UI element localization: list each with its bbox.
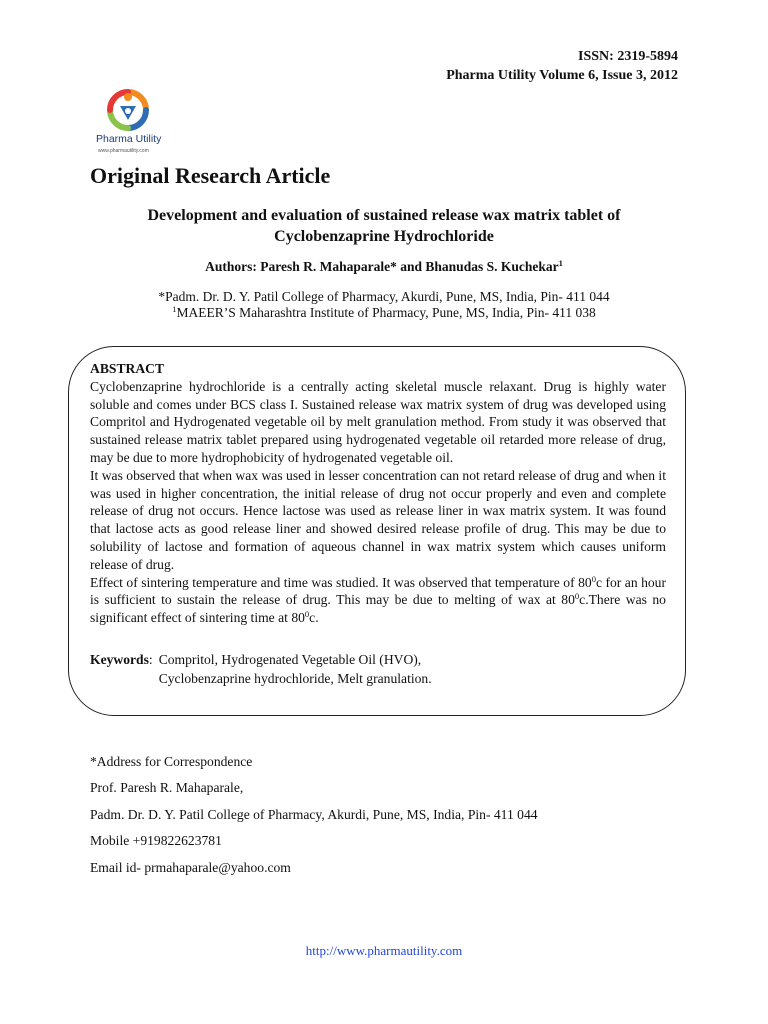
correspondence-email[interactable]: Email id- prmahaparale@yahoo.com <box>90 860 291 875</box>
abstract-box <box>68 346 686 716</box>
degree-superscript: 0 <box>574 591 580 602</box>
authors-text: Authors: Paresh R. Mahaparale* and Bhanudas S. Kuchekar <box>205 259 559 274</box>
keywords <box>90 650 650 688</box>
keywords-label <box>90 650 149 688</box>
keywords-label-text: Keywords <box>90 652 149 667</box>
keywords-line-2: Cyclobenzaprine hydrochloride, Melt granulation. <box>158 671 432 686</box>
correspondence-heading: *Address for Correspondence <box>90 754 253 769</box>
abstract-paragraph-3 <box>90 574 666 627</box>
correspondence-name: Prof. Paresh R. Mahaparale, <box>90 780 244 795</box>
logo-name: Pharma Utility <box>96 133 162 145</box>
authors <box>90 259 678 275</box>
abstract-p3-part-3: c.There was no significant effect of sintering time at 80 <box>90 592 666 626</box>
abstract-p3-part-1: Effect of sintering temperature and time was studied. It was observed that temperature of 80 <box>90 574 592 590</box>
pharma-utility-logo-icon <box>106 88 150 132</box>
journal-info: Pharma Utility Volume 6, Issue 3, 2012 <box>446 68 678 83</box>
degree-superscript: 0 <box>591 573 596 584</box>
article-type: Original Research Article <box>90 163 331 188</box>
keywords-colon: : <box>148 652 153 667</box>
abstract-p3-part-4: c. <box>309 610 319 626</box>
title-line-2: Cyclobenzaprine Hydrochloride <box>274 228 494 245</box>
title-line-1: Development and evaluation of sustained release wax matrix tablet of <box>147 207 621 224</box>
abstract-body <box>90 360 666 627</box>
issn: ISSN: 2319-5894 <box>578 49 678 64</box>
affiliation-2-text: MAEER’S Maharashtra Institute of Pharmacy, Pune, MS, India, Pin- 411 038 <box>176 305 596 320</box>
degree-superscript: 0 <box>304 609 310 620</box>
affiliation-2-superscript: 1 <box>172 304 177 314</box>
correspondence-mobile: Mobile +919822623781 <box>90 833 222 848</box>
affiliation-1: *Padm. Dr. D. Y. Patil College of Pharmacy, Akurdi, Pune, MS, India, Pin- 411 044 <box>158 289 610 304</box>
journal-logo <box>92 88 172 160</box>
keywords-values <box>153 650 432 688</box>
footer-website-link[interactable]: http://www.pharmautility.com <box>305 943 463 958</box>
abstract-heading: ABSTRACT <box>90 361 165 376</box>
authors-superscript: 1 <box>558 258 563 268</box>
abstract-paragraph-2: It was observed that when wax was used in lesser concentration can not retard release of drug and when it was used in higher concentration, the initial release of drug not occur properly and even and complete release of drug not occurs. Hence lactose was used as release liner in wax matrix system. It was found that lactose acts as good release liner and showed desired release profile of drug. This may be due to solubility of lactose and formation of aqueous channel in wax matrix system which causes uniform release of drug. <box>90 467 666 572</box>
affiliation-2 <box>90 305 678 321</box>
correspondence-address: Padm. Dr. D. Y. Patil College of Pharmacy, Akurdi, Pune, MS, India, Pin- 411 044 <box>90 807 538 822</box>
logo-website: www.pharmautility.com <box>98 148 149 154</box>
article-title <box>90 205 678 247</box>
keywords-line-1: Compritol, Hydrogenated Vegetable Oil (HVO), <box>158 652 422 667</box>
abstract-p3-part-2: c for an hour is sufficient to sustain the release of drug. This may be due to melting of wax at 80 <box>90 574 667 608</box>
abstract-paragraph-1: Cyclobenzaprine hydrochloride is a centrally acting skeletal muscle relaxant. Drug is highly water soluble and comes under BCS class I. Sustained release wax matrix system of drug was developed using Compritol and Hydrogenated vegetable oil by melt granulation method. From study it was observed that sustained release matrix tablet prepared using hydrogenated vegetable oil retarded more release of drug, may be due to more hydrophobicity of hydrogenated vegetable oil. <box>90 378 666 465</box>
